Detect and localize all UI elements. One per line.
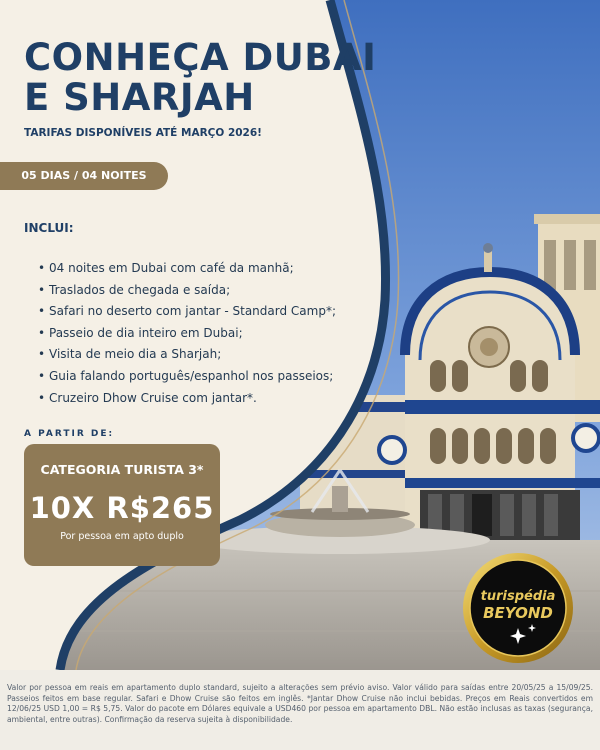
includes-heading: INCLUI: [24,221,74,235]
includes-item: • 04 noites em Dubai com café da manhã; [38,258,336,280]
includes-item: • Traslados de chegada e saída; [38,280,336,302]
includes-item: • Visita de meio dia a Sharjah; [38,344,336,366]
includes-item: • Cruzeiro Dhow Cruise com jantar*. [38,388,336,410]
svg-text:BEYOND: BEYOND [483,604,553,622]
price-value: 10X R$265 [29,491,215,525]
includes-item: • Guia falando português/espanhol nos passeios; [38,366,336,388]
includes-list [38,258,336,409]
turispedia-beyond-logo [462,552,574,664]
from-price-label: A PARTIR DE: [24,429,115,439]
page-subtitle: TARIFAS DISPONÍVEIS ATÉ MARÇO 2026! [24,127,262,139]
title-line-2: E SHARJAH [24,76,255,119]
svg-text:turispédia: turispédia [480,589,556,604]
page-title [24,38,376,118]
price-category: CATEGORIA TURISTA 3* [40,462,204,477]
includes-item: • Safari no deserto com jantar - Standard Camp*; [38,301,336,323]
duration-tag: 05 DIAS / 04 NOITES [0,162,168,190]
price-note: Por pessoa em apto duplo [60,531,184,542]
footer-disclaimer: Valor por pessoa em reais em apartamento duplo standard, sujeito a alterações sem prévio aviso. Valor válido para saídas entre 20/05/25 a 15/09/25. Passeios feitos em base regular. Safari e Dhow Cruise são feitos em inglês. *Jantar Dhow Cruise não inclui bebidas. Preços em Reais convertidos em 12/06/25 USD 1,00 = R$ 5,75. Valor do pacote em Dólares equivale a USD460 por pessoa em apartamento DBL. Não estão inclusas as taxas (segurança, ambiental, entre outras). Confirmação da reserva sujeita à disponibilidade. [7,683,593,724]
footer [0,670,600,750]
price-card [24,444,220,566]
includes-item: • Passeio de dia inteiro em Dubai; [38,323,336,345]
title-line-1: CONHEÇA DUBAI [24,36,377,79]
